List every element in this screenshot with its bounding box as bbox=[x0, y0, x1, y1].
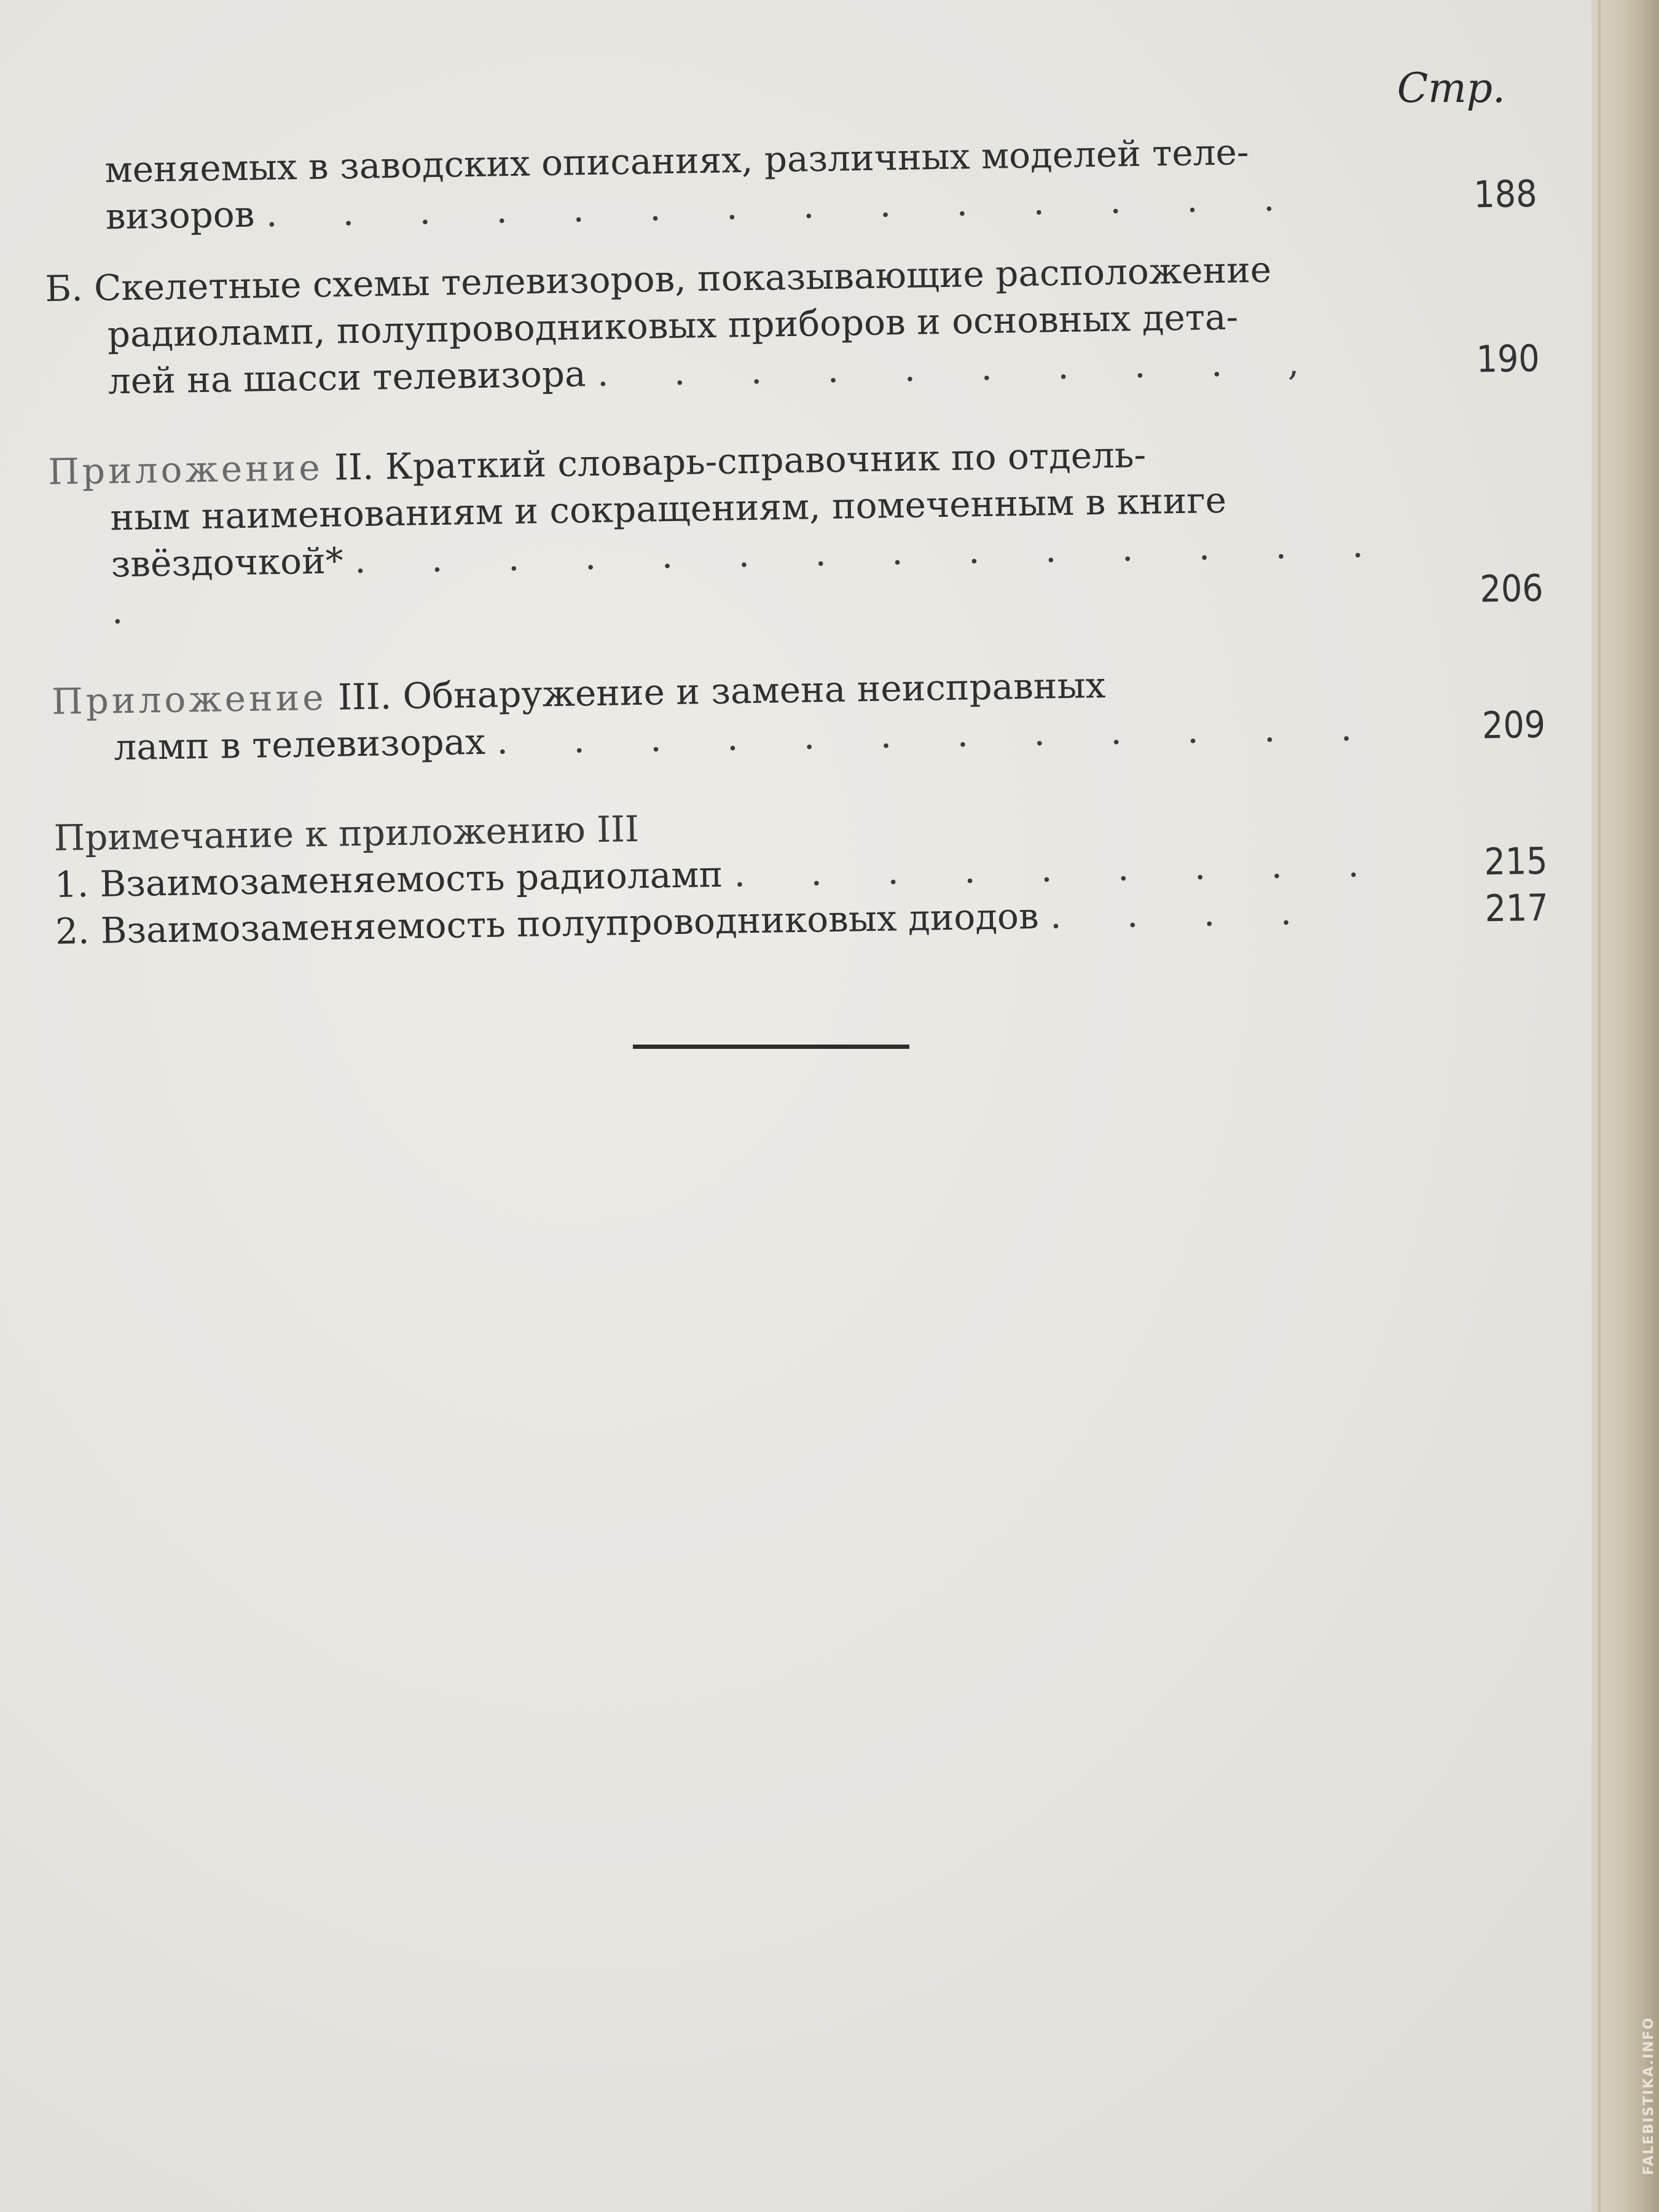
appendix-lead: Приложение bbox=[51, 676, 327, 723]
toc-item-number: 2. bbox=[55, 909, 90, 952]
end-rule bbox=[633, 1045, 909, 1049]
dot-leader: . . . . . . . . . , bbox=[597, 341, 1327, 394]
toc-entry-line: звёздочкой* bbox=[111, 539, 344, 586]
toc-entry-line: меняемых в заводских описаниях, различных моделей теле- bbox=[104, 131, 1249, 191]
toc-page-number: 188 bbox=[1473, 172, 1538, 217]
toc-page-number: 215 bbox=[1483, 839, 1548, 884]
toc-entry-skeleton-schemes bbox=[45, 242, 1540, 406]
note-heading: Примечание к приложению III bbox=[53, 807, 640, 859]
toc-entry-line: Взаимозаменяемость полупроводниковых диодов bbox=[100, 895, 1040, 952]
dot-leader: . . . . bbox=[1049, 890, 1319, 937]
toc-entry-line: Краткий словарь-справочник по отдель- bbox=[385, 433, 1147, 488]
dot-leader: . . . . . . . . . . . . . . . bbox=[111, 523, 1391, 632]
toc-entry-appendix-3 bbox=[52, 655, 1546, 772]
toc-entry-line: ламп в телевизорах bbox=[113, 720, 486, 769]
appendix-numeral: II. bbox=[334, 445, 374, 488]
toc-page-number: 206 bbox=[1480, 567, 1544, 611]
appendix-numeral: III. bbox=[337, 675, 392, 718]
toc-entry-line: Скелетные схемы телевизоров, показывающие расположение bbox=[93, 248, 1272, 309]
table-of-contents bbox=[43, 124, 1548, 955]
toc-item-number: 1. bbox=[54, 863, 89, 906]
toc-entry-line: визоров bbox=[105, 193, 255, 238]
toc-page-number: 217 bbox=[1484, 886, 1549, 931]
toc-entry-line: ным наименованиям и сокращениям, помеченным в книге bbox=[109, 479, 1227, 539]
dot-leader: . . . . . . . . . . . . . . bbox=[265, 176, 1302, 235]
toc-page-number: 190 bbox=[1476, 337, 1540, 382]
book-gutter bbox=[1591, 0, 1659, 2212]
toc-entry-appendix-2 bbox=[48, 425, 1543, 635]
toc-page-number: 209 bbox=[1481, 703, 1546, 748]
toc-entry-line: Взаимозаменяемость радиоламп bbox=[100, 853, 723, 905]
toc-entry-line: лей на шасси телевизора bbox=[108, 353, 587, 402]
appendix-lead: Приложение bbox=[47, 446, 324, 493]
toc-entry-prefix: Б. bbox=[45, 267, 84, 310]
gutter-edge bbox=[1598, 0, 1601, 2212]
dot-leader: . . . . . . . . . . . . bbox=[496, 706, 1379, 763]
toc-entry-line: радиоламп, полупроводниковых приборов и основных дета- bbox=[107, 296, 1239, 356]
page-column-label: Стр. bbox=[1397, 65, 1505, 112]
toc-entry-line: Обнаружение и замена неисправных bbox=[402, 664, 1106, 717]
dot-leader: . . . . . . . . . bbox=[733, 842, 1387, 895]
watermark: FALEBISTIKA.INFO bbox=[1641, 2017, 1657, 2175]
